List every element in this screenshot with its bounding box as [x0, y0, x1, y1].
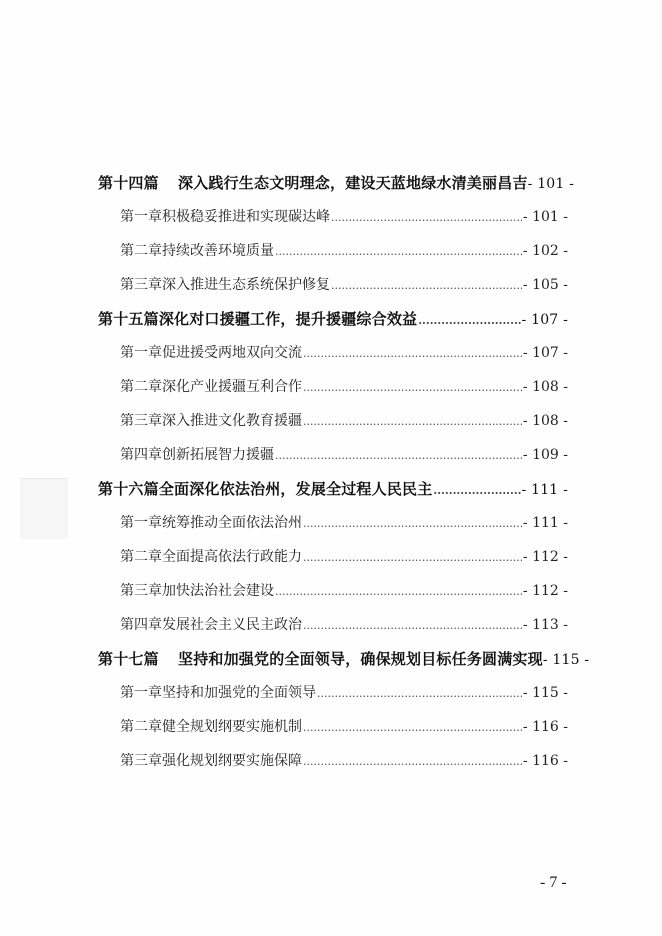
part-title: 深化对口援疆工作，提升援疆综合效益 [158, 310, 418, 328]
page-ref: - 102 - [522, 243, 568, 259]
dot-leader [275, 449, 522, 462]
chapter-number: 第二章 [120, 379, 162, 395]
page-ref: - 115 - [542, 652, 590, 668]
dot-leader [303, 721, 522, 734]
chapter-title: 积极稳妥推进和实现碳达峰 [162, 209, 330, 225]
dot-leader [303, 619, 522, 632]
toc-chapter[interactable] [120, 716, 568, 740]
chapter-number: 第二章 [120, 243, 162, 259]
page-ref: - 108 - [522, 379, 568, 395]
page-ref: - 101 - [527, 176, 575, 192]
page-number: - 7 - [540, 874, 567, 891]
toc-chapter[interactable] [120, 444, 568, 468]
chapter-number: 第二章 [120, 549, 162, 565]
page-ref: - 113 - [522, 617, 568, 633]
page-ref: - 116 - [522, 753, 568, 769]
part-title: 全面深化依法治州，发展全过程人民民主 [158, 480, 433, 498]
toc-chapter[interactable] [120, 546, 568, 570]
page-ref: - 111 - [521, 482, 568, 498]
toc-chapter[interactable] [120, 274, 568, 298]
page-ref: - 112 - [522, 583, 568, 599]
chapter-title: 深入推进生态系统保护修复 [162, 277, 330, 293]
toc-chapter[interactable] [120, 682, 568, 706]
dot-leader [303, 347, 522, 360]
chapter-number: 第一章 [120, 685, 162, 701]
chapter-title: 坚持和加强党的全面领导 [162, 685, 316, 701]
dot-leader [303, 415, 522, 428]
page-ref: - 111 - [522, 515, 568, 531]
page-ref: - 115 - [522, 685, 568, 701]
part-title: 深入践行生态文明理念，建设天蓝地绿水清美丽昌吉 [178, 174, 528, 192]
dot-leader [275, 585, 522, 598]
toc-part-15[interactable] [98, 308, 568, 332]
part-number: 第十四篇 [98, 174, 159, 192]
dot-leader [303, 551, 522, 564]
toc-chapter[interactable] [120, 614, 568, 638]
chapter-title: 深入推进文化教育援疆 [162, 413, 302, 429]
part-number: 第十六篇 [98, 480, 159, 498]
chapter-number: 第四章 [120, 617, 162, 633]
chapter-title: 全面提高依法行政能力 [162, 549, 302, 565]
toc-part-14[interactable] [98, 172, 588, 196]
page-ref: - 112 - [522, 549, 568, 565]
toc-chapter[interactable] [120, 376, 568, 400]
page-ref: - 107 - [522, 345, 568, 361]
chapter-title: 强化规划纲要实施保障 [162, 753, 302, 769]
dot-leader [275, 245, 522, 258]
chapter-number: 第一章 [120, 345, 162, 361]
chapter-number: 第一章 [120, 209, 162, 225]
dot-leader [331, 211, 522, 224]
dot-leader [317, 687, 522, 700]
chapter-title: 促进援受两地双向交流 [162, 345, 302, 361]
toc-chapter[interactable] [120, 580, 568, 604]
part-number: 第十五篇 [98, 310, 159, 328]
toc-chapter[interactable] [120, 240, 568, 264]
chapter-title: 健全规划纲要实施机制 [162, 719, 302, 735]
toc-chapter[interactable] [120, 342, 568, 366]
toc-chapter[interactable] [120, 410, 568, 434]
page-ref: - 101 - [522, 209, 568, 225]
chapter-title: 持续改善环境质量 [162, 243, 274, 259]
page-ref: - 116 - [522, 719, 568, 735]
dot-leader [331, 279, 522, 292]
chapter-number: 第四章 [120, 447, 162, 463]
chapter-title: 加快法治社会建设 [162, 583, 274, 599]
page-ref: - 108 - [522, 413, 568, 429]
chapter-number: 第二章 [120, 719, 162, 735]
toc-part-17[interactable] [98, 648, 592, 672]
chapter-title: 深化产业援疆互利合作 [162, 379, 302, 395]
dot-leader [433, 484, 520, 497]
scan-artifact [20, 478, 68, 539]
part-number: 第十七篇 [98, 650, 159, 668]
dot-leader [418, 314, 520, 327]
chapter-number: 第三章 [120, 277, 162, 293]
chapter-number: 第一章 [120, 515, 162, 531]
dot-leader [303, 517, 522, 530]
toc-part-16[interactable] [98, 478, 568, 502]
toc-chapter[interactable] [120, 750, 568, 774]
chapter-number: 第三章 [120, 413, 162, 429]
page-ref: - 109 - [522, 447, 568, 463]
chapter-title: 创新拓展智力援疆 [162, 447, 274, 463]
page-ref: - 105 - [522, 277, 568, 293]
toc-chapter[interactable] [120, 206, 568, 230]
chapter-title: 发展社会主义民主政治 [162, 617, 302, 633]
dot-leader [303, 755, 522, 768]
chapter-number: 第三章 [120, 583, 162, 599]
toc-chapter[interactable] [120, 512, 568, 536]
part-title: 坚持和加强党的全面领导，确保规划目标任务圆满实现 [178, 650, 543, 668]
chapter-title: 统筹推动全面依法治州 [162, 515, 302, 531]
dot-leader [303, 381, 522, 394]
chapter-number: 第三章 [120, 753, 162, 769]
page-ref: - 107 - [521, 312, 568, 328]
